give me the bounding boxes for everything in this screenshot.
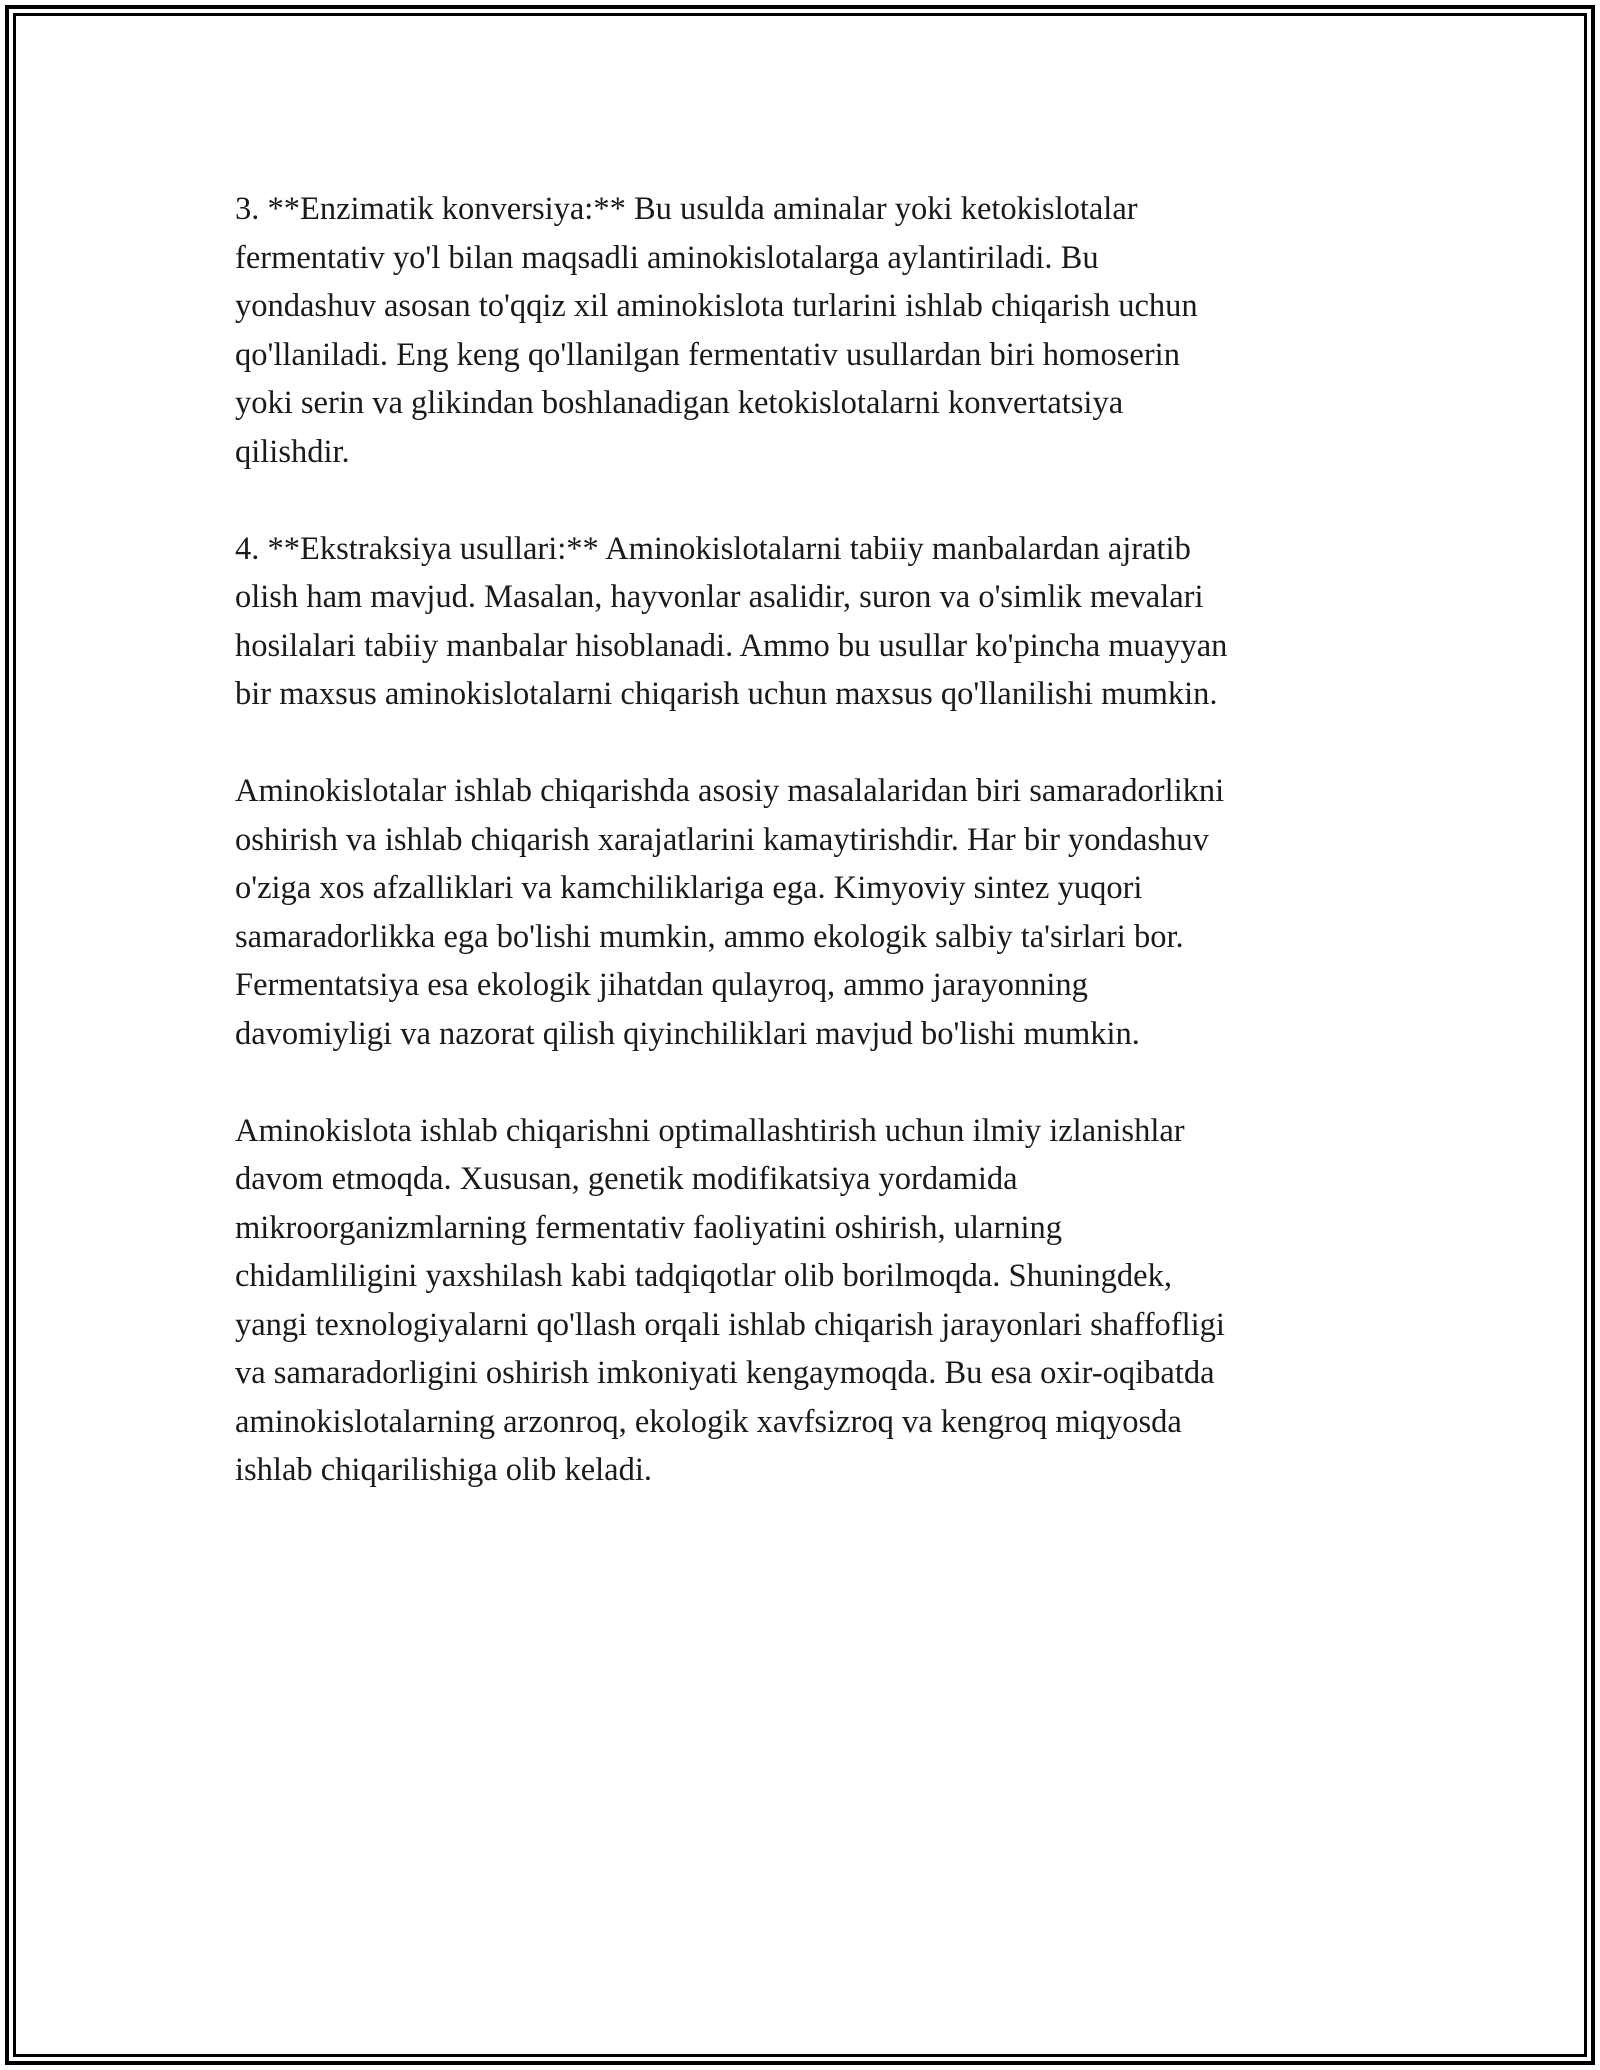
text-line: fermentativ yo'l bilan maqsadli aminokislotalarga aylantiriladi. Bu (235, 239, 1099, 276)
text-line: bir maxsus aminokislotalarni chiqarish uchun maxsus qo'llanilishi mumkin. (235, 676, 1218, 712)
text-line: Fermentatsiya esa ekologik jihatdan qulayroq, ammo jarayonning (235, 967, 1088, 1003)
text-line: mikroorganizmlarning fermentativ faoliyatini oshirish, ularning (235, 1209, 1063, 1246)
paragraph-enzymatic-conversion (235, 185, 1385, 476)
text-line: ishlab chiqarilishiga olib keladi. (235, 1452, 652, 1488)
paragraph-extraction-methods (235, 525, 1385, 719)
text-line: hosilalari tabiiy manbalar hisoblanadi. Ammo bu usullar ko'pincha muayyan (235, 627, 1228, 664)
text-line: davomiyligi va nazorat qilish qiyinchiliklari mavjud bo'lishi mumkin. (235, 1015, 1140, 1052)
text-line: oshirish va ishlab chiqarish xarajatlarini kamaytirishdir. Har bir yondashuv (235, 821, 1209, 858)
text-line: yoki serin va glikindan boshlanadigan ketokislotalarni konvertatsiya (235, 385, 1124, 421)
text-line: qilishdir. (235, 433, 350, 470)
text-line: yondashuv asosan to'qqiz xil aminokislota turlarini ishlab chiqarish uchun (235, 288, 1198, 324)
text-line: qo'llaniladi. Eng keng qo'llanilgan fermentativ usullardan biri homoserin (235, 336, 1180, 373)
text-line: davom etmoqda. Xususan, genetik modifikatsiya yordamida (235, 1161, 1018, 1197)
text-line: samaradorlikka ega bo'lishi mumkin, ammo ekologik salbiy ta'sirlari bor. (235, 918, 1184, 955)
text-line: olish ham mavjud. Masalan, hayvonlar asalidir, suron va o'simlik mevalari (235, 579, 1204, 615)
text-line: Aminokislota ishlab chiqarishni optimallashtirish uchun ilmiy izlanishlar (235, 1112, 1185, 1149)
document-body (235, 185, 1385, 1543)
text-line: va samaradorligini oshirish imkoniyati kengaymoqda. Bu esa oxir-oqibatda (235, 1355, 1215, 1391)
text-line: chidamliligini yaxshilash kabi tadqiqotlar olib borilmoqda. Shuningdek, (235, 1258, 1172, 1294)
text-line: Aminokislotalar ishlab chiqarishda asosiy masalalaridan biri samaradorlikni (235, 773, 1225, 809)
paragraph-production-issues (235, 767, 1385, 1058)
text-line: 3. **Enzimatik konversiya:** Bu usulda aminalar yoki ketokislotalar (235, 191, 1138, 227)
text-line: yangi texnologiyalarni qo'llash orqali ishlab chiqarish jarayonlari shaffofligi (235, 1306, 1225, 1343)
text-line: 4. **Ekstraksiya usullari:** Aminokislotalarni tabiiy manbalardan ajratib (235, 530, 1191, 567)
text-line: aminokislotalarning arzonroq, ekologik xavfsizroq va kengroq miqyosda (235, 1403, 1182, 1440)
text-line: o'ziga xos afzalliklari va kamchiliklariga ega. Kimyoviy sintez yuqori (235, 870, 1143, 906)
paragraph-research-optimization (235, 1107, 1385, 1495)
